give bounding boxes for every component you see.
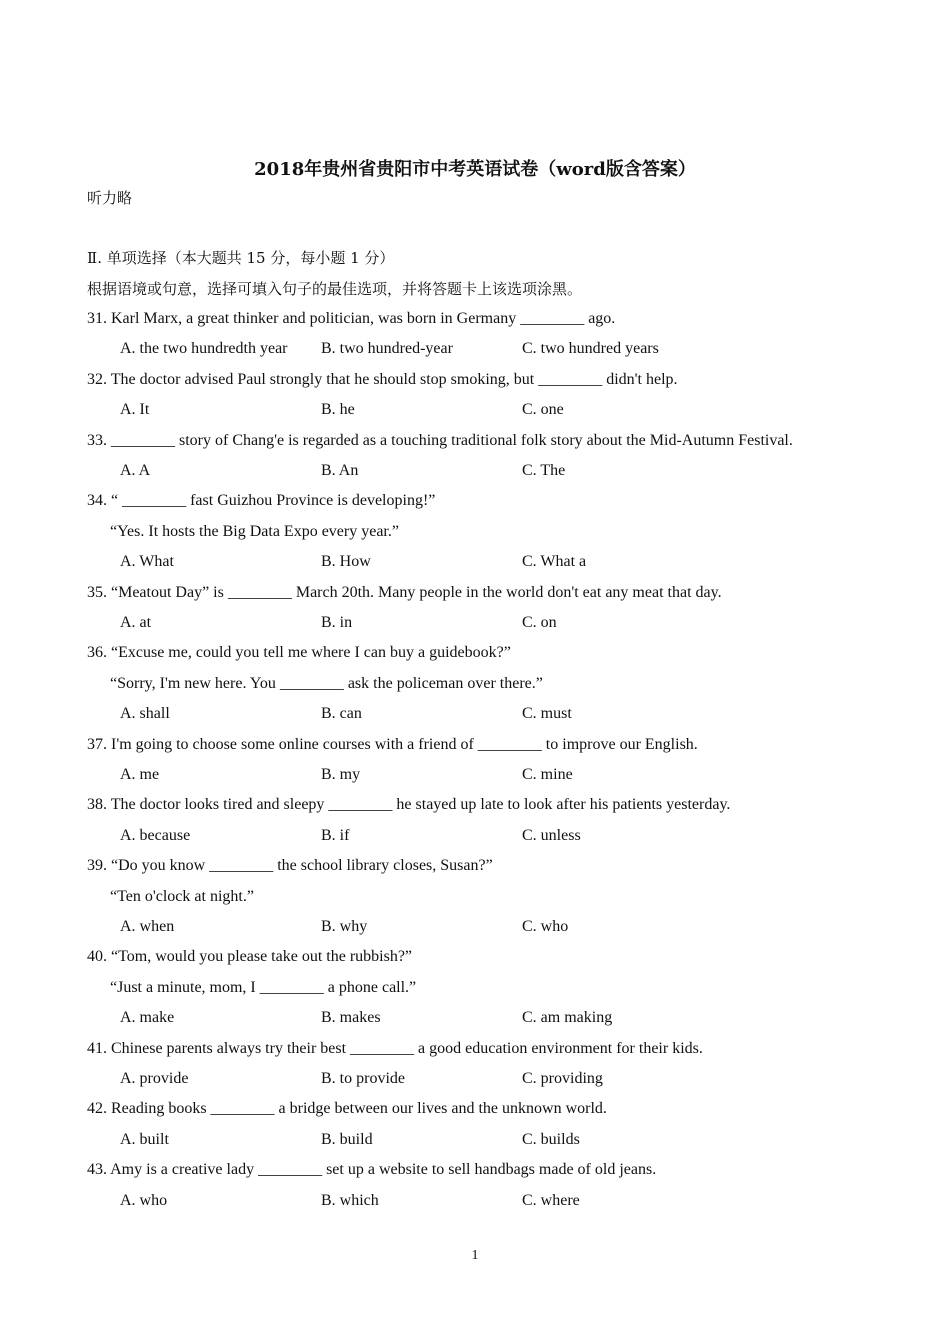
question-stem: 35. “Meatout Day” is ________ March 20th. Many people in the world don't eat any meat that day.: [87, 584, 722, 601]
option-c: C. unless: [522, 827, 581, 844]
question-stem: 32. The doctor advised Paul strongly that he should stop smoking, but ________ didn't help.: [87, 371, 678, 388]
question-reply: “Yes. It hosts the Big Data Expo every year.”: [110, 523, 399, 540]
option-a: A. the two hundredth year: [120, 340, 288, 357]
option-c: C. who: [522, 918, 569, 935]
question-stem: 36. “Excuse me, could you tell me where I can buy a guidebook?”: [87, 644, 511, 661]
option-c: C. where: [522, 1192, 580, 1209]
option-c: C. mine: [522, 766, 573, 783]
option-b: B. my: [321, 766, 361, 783]
question-stem: 38. The doctor looks tired and sleepy ________ he stayed up late to look after his patients yesterday.: [87, 796, 731, 813]
option-b: B. he: [321, 401, 355, 418]
option-c: C. builds: [522, 1131, 580, 1148]
option-a: A. who: [120, 1192, 168, 1209]
option-b: B. which: [321, 1192, 379, 1209]
option-a: A. It: [120, 401, 150, 418]
question-stem: 42. Reading books ________ a bridge between our lives and the unknown world.: [87, 1100, 607, 1117]
option-c: C. am making: [522, 1009, 613, 1026]
option-c: C. on: [522, 614, 557, 631]
option-a: A. provide: [120, 1070, 189, 1087]
option-b: B. An: [321, 462, 359, 479]
option-b: B. to provide: [321, 1070, 405, 1087]
option-c: C. The: [522, 462, 566, 479]
option-b: B. makes: [321, 1009, 381, 1026]
question-stem: 34. “ ________ fast Guizhou Province is developing!”: [87, 492, 436, 509]
option-b: B. why: [321, 918, 368, 935]
question-stem: 33. ________ story of Chang'e is regarded as a touching traditional folk story about the Mid-Autumn Festival.: [87, 432, 793, 449]
option-a: A. shall: [120, 705, 170, 722]
option-a: A. because: [120, 827, 191, 844]
option-b: B. two hundred-year: [321, 340, 453, 357]
option-a: A. me: [120, 766, 160, 783]
option-a: A. built: [120, 1131, 169, 1148]
option-b: B. if: [321, 827, 350, 844]
option-b: B. in: [321, 614, 353, 631]
option-c: C. two hundred years: [522, 340, 659, 357]
page-title: 2018年贵州省贵阳市中考英语试卷（word版含答案）: [254, 159, 696, 180]
option-c: C. What a: [522, 553, 587, 570]
instructions: 根据语境或句意，选择可填入句子的最佳选项，并将答题卡上该选项涂黑。: [87, 280, 583, 298]
question-stem: 37. I'm going to choose some online courses with a friend of ________ to improve our English.: [87, 736, 698, 753]
question-stem: 43. Amy is a creative lady ________ set up a website to sell handbags made of old jeans.: [87, 1161, 657, 1178]
question-stem: 39. “Do you know ________ the school library closes, Susan?”: [87, 857, 493, 874]
option-a: A. What: [120, 553, 174, 570]
option-a: A. A: [120, 462, 151, 479]
option-a: A. at: [120, 614, 152, 631]
option-a: A. make: [120, 1009, 175, 1026]
option-c: C. one: [522, 401, 564, 418]
question-stem: 31. Karl Marx, a great thinker and politician, was born in Germany ________ ago.: [87, 310, 616, 327]
question-reply: “Sorry, I'm new here. You ________ ask the policeman over there.”: [110, 675, 543, 692]
option-c: C. providing: [522, 1070, 603, 1087]
section-header: Ⅱ. 单项选择（本大题共 15 分，每小题 1 分）: [87, 249, 395, 267]
question-stem: 41. Chinese parents always try their best ________ a good education environment for their kids.: [87, 1040, 703, 1057]
option-b: B. How: [321, 553, 371, 570]
option-b: B. build: [321, 1131, 373, 1148]
question-reply: “Just a minute, mom, I ________ a phone call.”: [110, 979, 417, 996]
option-c: C. must: [522, 705, 572, 722]
question-stem: 40. “Tom, would you please take out the rubbish?”: [87, 948, 413, 965]
question-reply: “Ten o'clock at night.”: [110, 888, 254, 905]
listening-note: 听力略: [87, 189, 133, 207]
option-a: A. when: [120, 918, 175, 935]
option-b: B. can: [321, 705, 362, 722]
page-number: 1: [471, 1248, 479, 1263]
